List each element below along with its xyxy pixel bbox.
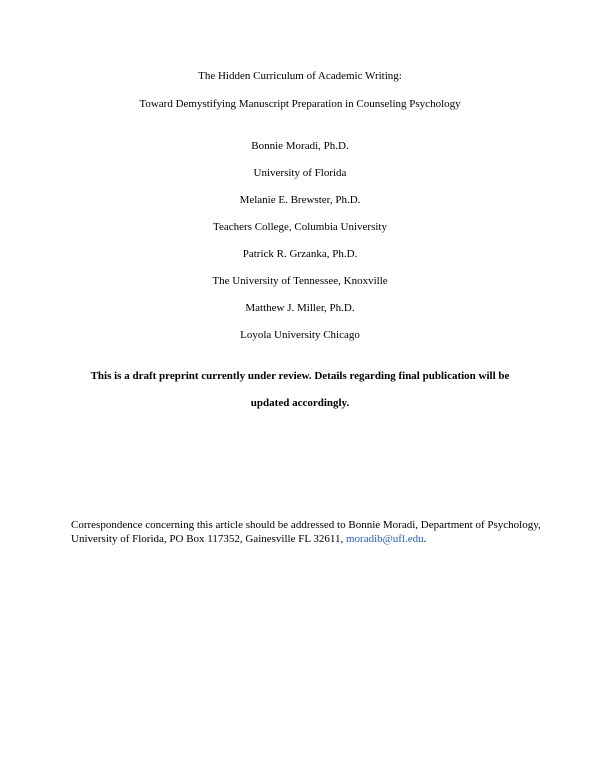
correspondence-text: Correspondence concerning this article should be addressed to Bonnie Moradi, Department of Psychology, University of Florida, PO Box 117352, Gainesville FL 32611, — [71, 519, 541, 545]
author-affiliation: University of Florida — [253, 167, 347, 179]
correspondence-suffix: . — [423, 533, 427, 545]
author-name: Patrick R. Grzanka, Ph.D. — [242, 248, 358, 260]
email-link[interactable]: moradib@ufl.edu — [345, 533, 424, 545]
paper-title-line-1: The Hidden Curriculum of Academic Writing: — [198, 70, 402, 82]
author-affiliation: Teachers College, Columbia University — [213, 221, 387, 233]
author-name: Matthew J. Miller, Ph.D. — [245, 302, 355, 314]
author-name: Melanie E. Brewster, Ph.D. — [239, 194, 361, 206]
author-affiliation: Loyola University Chicago — [240, 329, 360, 341]
author-affiliation: The University of Tennessee, Knoxville — [212, 275, 388, 287]
paper-title-line-2: Toward Demystifying Manuscript Preparation in Counseling Psychology — [139, 98, 461, 110]
draft-notice-line-2: updated accordingly. — [250, 397, 350, 409]
draft-notice-line-1: This is a draft preprint currently under review. Details regarding final publication will be — [90, 370, 510, 382]
author-name: Bonnie Moradi, Ph.D. — [251, 140, 349, 152]
correspondence-note — [71, 518, 541, 546]
